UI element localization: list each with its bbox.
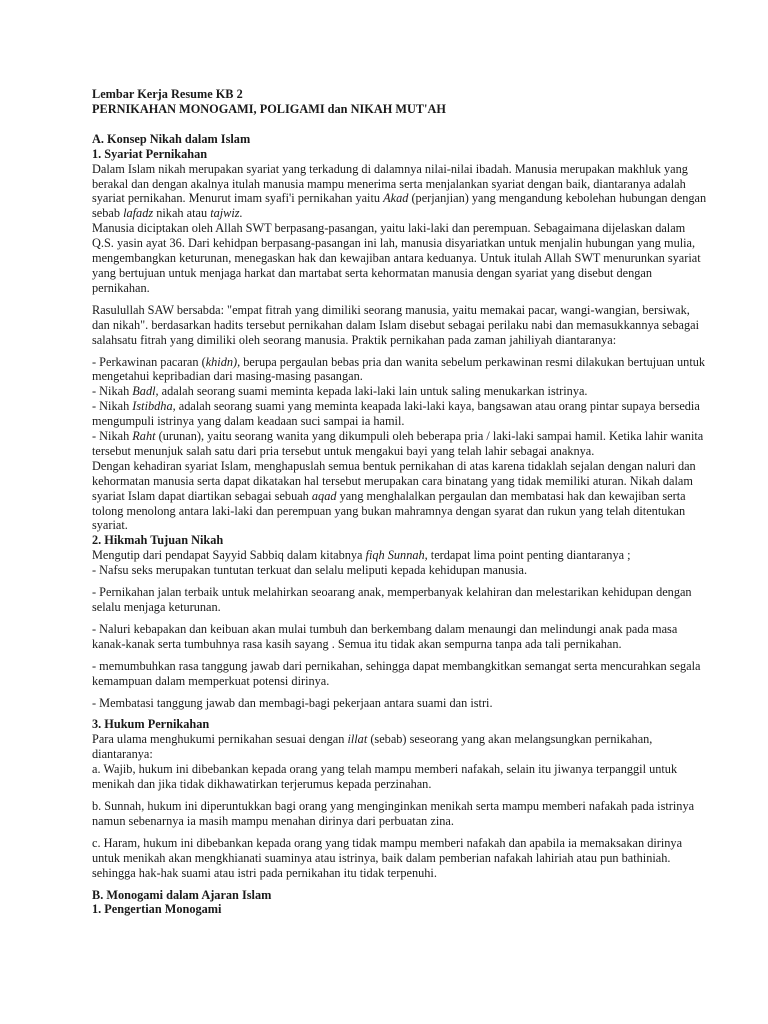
list-item-hikmah-4: - memumbuhkan rasa tanggung jawab dari pernikahan, sehingga dapat membangkitkan semangat serta mencurahkan segala kemampuan dalam memperkuat potensi dirinya.: [92, 658, 701, 688]
subsection-1-heading: 1. Syariat Pernikahan: [92, 146, 208, 161]
list-item-hikmah-2: - Pernikahan jalan terbaik untuk melahirkan seoarang anak, memperbanyak kelahiran dan melestarikan kehidupan dengan selalu menjaga keturunan.: [92, 585, 692, 614]
list-item-badl: - Nikah Badl, adalah seorang suami meminta kepada laki-laki lain untuk saling menukarkan istrinya.: [92, 384, 588, 399]
doc-subtitle: PERNIKAHAN MONOGAMI, POLIGAMI dan NIKAH MUT'AH: [92, 101, 446, 116]
list-item-raht: - Nikah Raht (urunan), yaitu seorang wanita yang dikumpuli oleh beberapa pria / laki-laki sampai hamil. Ketika lahir wanita tersebut menunjuk salah satu dari pria tersebut untuk mengakui bayi yang telah lahir sebagai anaknya.: [92, 429, 704, 458]
subsection-b1-heading: 1. Pengertian Monogami: [92, 902, 222, 917]
subsection-3-heading: 3. Hukum Pernikahan: [92, 717, 210, 732]
list-item-istibdha: - Nikah Istibdha, adalah seorang suami yang meminta keapada laki-laki kaya, bangsawan atau orang pintar supaya bersedia mengumpuli istrinya yang dalam keadaan suci sampai ia hamil.: [92, 399, 700, 429]
paragraph-sayyid-sabbiq: Mengutip dari pendapat Sayyid Sabbiq dalam kitabnya fiqh Sunnah, terdapat lima point penting diantaranya ;: [92, 548, 631, 563]
list-item-hikmah-1: - Nafsu seks merupakan tuntutan terkuat dan selalu meliputi kepada kehidupan manusia.: [92, 563, 528, 578]
list-item-hikmah-5: - Membatasi tanggung jawab dan membagi-bagi pekerjaan antara suami dan istri.: [92, 695, 493, 710]
list-item-hikmah-3: - Naluri kebapakan dan keibuan akan mulai tumbuh dan berkembang dalam menaungi dan melindungi anak pada masa kanak-kanak serta tumbuhnya rasa kasih sayang . Semua itu tidak akan sempurna tanpa ada tali pernikahan.: [92, 621, 678, 651]
paragraph-berpasangan: Manusia diciptakan oleh Allah SWT berpasang-pasangan, yaitu laki-laki dan perempuan. Sebagaimana dijelaskan dalam Q.S. yasin ayat 36. Dari kehidpan berpasang-pasangan ini lah, manusia disyariatkan untuk menjalin hubungan yang mulia, mengembangkan keturunan, menegaskan hak dan kewajiban antara keduanya. Untuk itulah Allah SWT menurunkan syariat yang bertujuan untuk menjaga harkat dan martabat serta kehormatan manusia dengan syariat yang disebut dengan pernikahan.: [92, 221, 701, 295]
paragraph-hadits: Rasulullah SAW bersabda: "empat fitrah yang dimiliki seorang manusia, yaitu memakai pacar, wangi-wangian, bersiwak, dan nikah". berdasarkan hadits tersebut pernikahan dalam Islam disebut sebagai perilaku nabi dan memasukkannya sebagai salahsatu fitrah yang dimiliki oleh seorang manusia. Praktik pernikahan pada zaman jahiliyah diantaranya:: [92, 302, 700, 347]
list-item-khidn: - Perkawinan pacaran (khidn), berupa pergaulan bebas pria dan wanita sebelum perkawinan resmi dilakukan bertujuan untuk mengetahui kepribadian dari masing-masing pasangan.: [92, 354, 706, 384]
paragraph-syariat: Dalam Islam nikah merupakan syariat yang terkadung di dalamnya nilai-nilai ibadah. Manusia merupakan makhluk yang berakal dan dengan akalnya itulah manusia mampu menerima serta menjalankan syariat dengan baik, diantaranya adalah syariat pernikahan. Menurut imam syafi'i pernikahan yaitu Akad (perjanjian) yang mengandung kebolehan hubungan dengan sebab lafadz nikah atau tajwiz.: [92, 161, 707, 221]
paragraph-syariat-islam: Dengan kehadiran syariat Islam, menghapuslah semua bentuk pernikahan di atas karena tidaklah sejalan dengan naluri dan kehormatan manusia serta dapat dikatakan hal tersebut merupakan cara binatang yang tidak memiliki aturan. Nikah dalam syariat Islam dapat diartikan sebagai sebuah aqad yang menghalalkan pergaulan dan membatasi hak dan kewajiban serta tolong menolong antara laki-laki dan perempuan yang bukan mahramnya dengan syarat dan rukun yang telah ditentukan syariat.: [92, 458, 696, 533]
list-item-haram: c. Haram, hukum ini dibebankan kepada orang yang tidak mampu memberi nafakah dan apabila ia memaksakan dirinya untuk menikah akan mengkhianati suaminya atau istrinya, baik dalam pemberian nafakah lahiriah atau pun bathiniah. sehingga hak-hak suami atau istri pada pernikahan itu tidak terpenuhi.: [92, 835, 683, 880]
paragraph-hukum-intro: Para ulama menghukumi pernikahan sesuai dengan illat (sebab) seseorang yang akan melangsungkan pernikahan, diantaranya:: [92, 732, 653, 762]
section-b-heading: B. Monogami dalam Ajaran Islam: [92, 887, 272, 902]
subsection-2-heading: 2. Hikmah Tujuan Nikah: [92, 533, 224, 548]
list-item-sunnah: b. Sunnah, hukum ini diperuntukkan bagi orang yang menginginkan menikah serta mampu memberi nafakah pada istrinya namun sebenarnya ia masih mampu menahan dirinya dari perbuatan zina.: [92, 798, 695, 828]
section-a-heading: A. Konsep Nikah dalam Islam: [92, 131, 251, 146]
doc-title: Lembar Kerja Resume KB 2: [92, 87, 243, 101]
list-item-wajib: a. Wajib, hukum ini dibebankan kepada orang yang telah mampu memberi nafakah, selain itu jiwanya terpanggil untuk menikah dan jika tidak dikhawatirkan terjerumus kepada perzinahan.: [92, 762, 678, 792]
